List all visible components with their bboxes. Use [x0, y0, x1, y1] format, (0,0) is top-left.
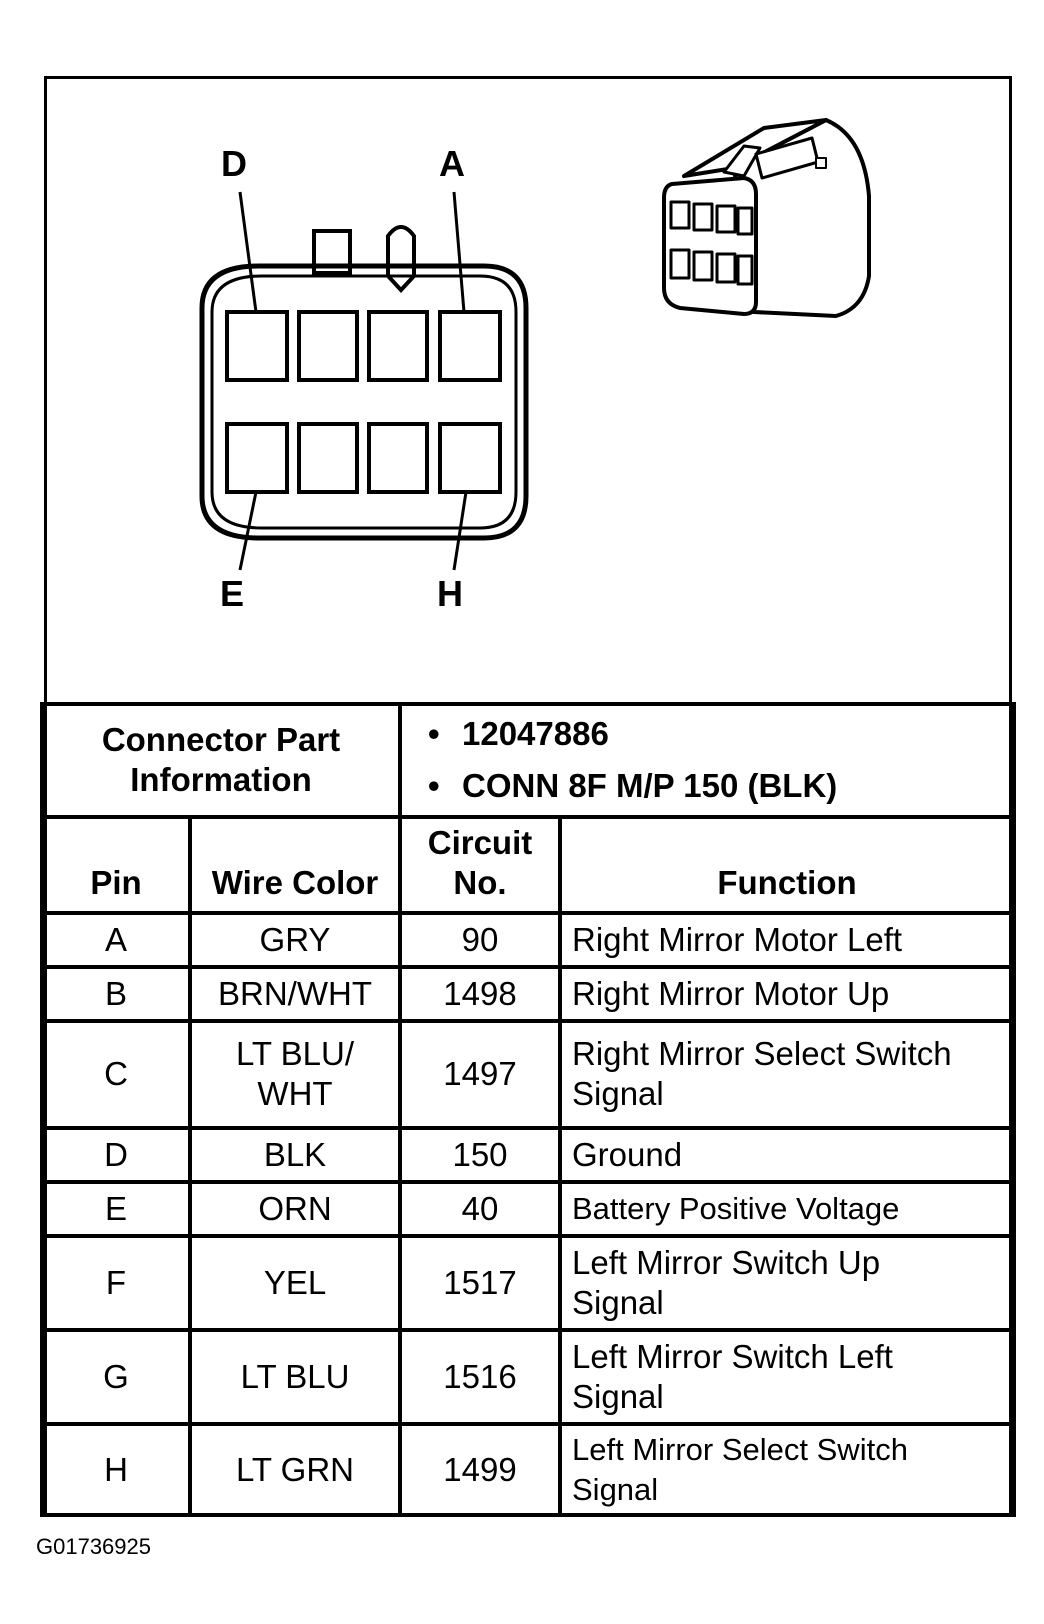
pin-cell: D	[42, 1128, 190, 1182]
leader-line-e	[240, 492, 256, 570]
wire-color-cell: ORN	[190, 1182, 400, 1236]
function-cell: Left Mirror Select Switch Signal	[560, 1424, 1014, 1515]
wire-color-cell: LT BLU	[190, 1330, 400, 1424]
table-row	[42, 1236, 1014, 1330]
function-cell: Right Mirror Motor Left	[560, 913, 1014, 967]
cavity-e	[227, 424, 287, 492]
function-cell: Left Mirror Switch Up Signal	[560, 1236, 1014, 1330]
circuit-cell: 1517	[400, 1236, 560, 1330]
header-circuit-no: Circuit No.	[400, 817, 560, 913]
circuit-cell: 40	[400, 1182, 560, 1236]
label-e: E	[219, 573, 245, 614]
header-pin: Pin	[42, 817, 190, 913]
cavity	[299, 312, 357, 380]
function-cell: Right Mirror Select Switch Signal	[560, 1021, 1014, 1127]
pin-cell: F	[42, 1236, 190, 1330]
label-d: D	[221, 143, 247, 184]
connector-pinout-table	[40, 702, 1016, 1517]
circuit-cell: 1499	[400, 1424, 560, 1515]
pin-cell: C	[42, 1021, 190, 1127]
figure-code: G01736925	[36, 1534, 151, 1559]
wire-color-cell: BRN/WHT	[190, 967, 400, 1021]
pin-cell: G	[42, 1330, 190, 1424]
isometric-hole	[816, 158, 826, 168]
pin-cell: A	[42, 913, 190, 967]
circuit-cell: 90	[400, 913, 560, 967]
wire-color-cell: YEL	[190, 1236, 400, 1330]
circuit-cell: 1498	[400, 967, 560, 1021]
connector-outer-shell	[202, 266, 526, 538]
part-info-label: Connector Part Information	[42, 704, 400, 817]
table-row	[42, 913, 1014, 967]
function-cell: Ground	[560, 1128, 1014, 1182]
cavity-h	[440, 424, 500, 492]
pin-cell: H	[42, 1424, 190, 1515]
connector-diagram	[44, 76, 1012, 702]
label-a: A	[439, 143, 465, 184]
header-function: Function	[560, 817, 1014, 913]
table-row	[42, 1182, 1014, 1236]
wire-color-cell: GRY	[190, 913, 400, 967]
function-cell: Right Mirror Motor Up	[560, 967, 1014, 1021]
table-row	[42, 1021, 1014, 1127]
connector-isometric-view	[664, 120, 869, 316]
circuit-cell: 150	[400, 1128, 560, 1182]
part-number: • 12047886	[462, 708, 1002, 760]
header-wire-color: Wire Color	[190, 817, 400, 913]
connector-latch	[388, 227, 414, 290]
part-info-values	[400, 704, 1014, 817]
cavity-a	[440, 312, 500, 380]
table-row	[42, 967, 1014, 1021]
label-h: H	[437, 573, 463, 614]
wire-color-cell: LT GRN	[190, 1424, 400, 1515]
header-row	[42, 817, 1014, 913]
circuit-cell: 1516	[400, 1330, 560, 1424]
leader-line-a	[454, 192, 464, 312]
wire-color-cell: BLK	[190, 1128, 400, 1182]
table-row	[42, 1424, 1014, 1515]
leader-line-d	[240, 192, 256, 312]
part-description: • CONN 8F M/P 150 (BLK)	[462, 760, 1002, 812]
cavity	[369, 312, 427, 380]
function-cell: Battery Positive Voltage	[560, 1182, 1014, 1236]
function-cell: Left Mirror Switch Left Signal	[560, 1330, 1014, 1424]
circuit-cell: 1497	[400, 1021, 560, 1127]
cavity	[299, 424, 357, 492]
isometric-front-face	[664, 178, 756, 314]
table-row	[42, 1128, 1014, 1182]
table-row	[42, 1330, 1014, 1424]
part-info-row	[42, 704, 1014, 817]
wire-color-cell: LT BLU/ WHT	[190, 1021, 400, 1127]
cavity	[369, 424, 427, 492]
pin-cell: B	[42, 967, 190, 1021]
connector-front-view	[202, 192, 526, 570]
pin-cell: E	[42, 1182, 190, 1236]
leader-line-h	[454, 492, 466, 570]
cavity-d	[227, 312, 287, 380]
